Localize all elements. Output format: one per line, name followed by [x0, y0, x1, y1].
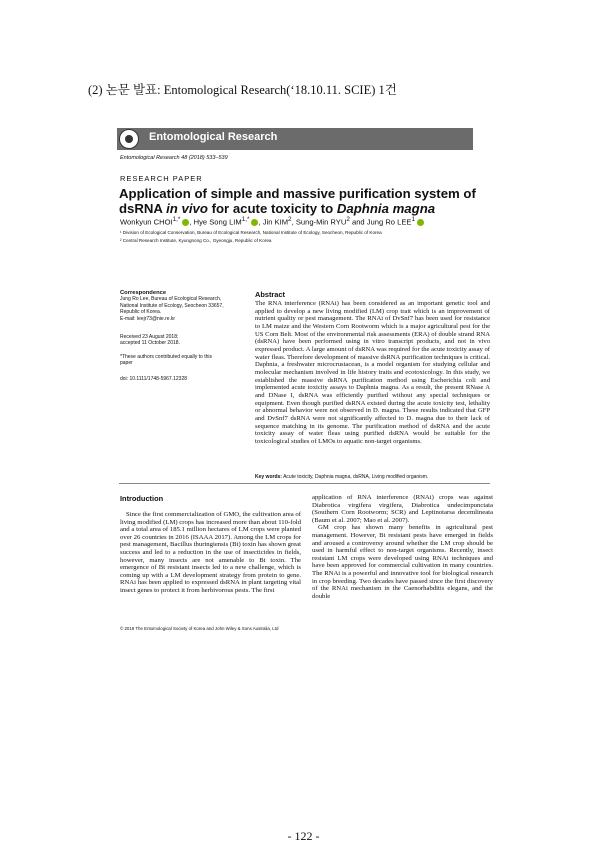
correspondence-email[interactable]: E-mail: leejr73@nie.re.kr	[120, 315, 176, 322]
paragraph: application of RNA interference (RNAi) crops was against Diabrotica virgifera virgifera, Diabrotica undecimpunctata (Southern Corn Rootworm; SCR) and Leptinotarsa decemlineata (Baum et al. 2007; Mao et al. 2007).	[312, 494, 493, 524]
correspondence-block	[120, 290, 250, 322]
abstract-text: The RNA interference (RNAi) has been considered as an important genetic tool and applied to develop a new living modified (LM) crop trait which is an improvement of nutrient quality or pest management. The RNAi of DvSnf7 has been used for resistance to LM maize and the Western Corn Rootworm which is a major agricultural pest for the US Corn Belt. Most of the environmental risk assessments (ERA) of double strand RNA (dsRNA) have been performed using in vitro transcript products, and not in vivo expressed product. A large amount of dsRNA was required for the acute toxicity assay of water fleas. Therefore development of massive dsRNA purification techniques is critical. Daphnia, a freshwater microcrustacean, is a model organism for studying cellular and molecular mechanism involved in life history traits and ecotoxicology. In this study, we established the massive dsRNA purification method using Escherichia coli and implemented acute toxicity assays to Daphnia magna. As a result, the present RNase A and DNase I, dsRNA was efficiently purified without any special techniques or equipment. Even though purified dsRNA existed during the acute toxicity test, lethality or abnormal behavior were not observed in D. magna. These results indicated that GFP and DvSnf7 dsRNA were not significantly affected to D. magna due to their lack of sequence matching in its genome. The purification method of dsRNA and the acute toxicity assay of water fleas using purified dsRNA would be suitable for the toxicological studies of LMOs to aquatic non-target organisms.	[255, 300, 490, 445]
correspondence-line: National Institute of Ecology, Seocheon 33657,	[120, 302, 224, 309]
correspondence-line: Republic of Korea.	[120, 309, 162, 316]
divider	[119, 483, 490, 484]
orcid-icon[interactable]	[251, 219, 258, 226]
journal-name: Entomological Research	[149, 131, 278, 143]
equal-contribution-note: *These authors contributed equally to this paper	[120, 354, 212, 367]
dates-block	[120, 334, 250, 347]
intro-column-right	[312, 494, 493, 600]
journal-logo-icon	[119, 129, 139, 149]
orcid-icon[interactable]	[182, 219, 189, 226]
paragraph: GM crop has shown many benefits in agricultural pest management. However, Bt resistant pests have emerged in fields and aroused a controversy around whether the LM crop should be used in harmful effect to non-target organisms. Recently, insect resistant LM crops were developed using RNAi techniques and have been approved for commercial cultivation in many countries. The RNAi is a powerful and innovative tool for biological research in crop breeding. Two decades have passed since the first discovery of the RNAi mechanism in the Caenorhabditis elegans, and the double	[312, 524, 493, 600]
introduction-label: Introduction	[120, 494, 164, 503]
keywords: Key words: Acute toxicity, Daphnia magna, dsRNA, Living modified organism.	[255, 474, 429, 480]
journal-citation: Entomological Research 48 (2018) 533–539	[120, 155, 228, 161]
author-list: Wonkyun $CHOI^{1,*}$ , Hye Song $LIM^{1,*}$ , Jin KIM$^2$, Sung-Min RYU$^2$ and Jung Ro LEE$^1$	[120, 216, 424, 227]
author-name: Sung-Min RYU	[295, 217, 347, 227]
orcid-icon[interactable]	[417, 219, 424, 226]
correspondence-line: Jung Ro Lee, Bureau of Ecological Research,	[120, 296, 222, 303]
copyright: © 2018 The Entomological Society of Korea and John Wiley & Sons Australia, Ltd	[120, 626, 279, 631]
doi[interactable]: doi: 10.1111/1748-5967.12328	[120, 376, 188, 382]
author-name: Wonkyun CHOI	[120, 217, 173, 227]
report-heading: (2) 논문 발표: Entomological Research(‘18.10.11. SCIE) 1건	[88, 83, 397, 97]
affiliation: ¹ Division of Ecological Conservation, Bureau of Ecological Research, National Institute of Ecology, Seocheon, Republic of Korea	[120, 230, 382, 235]
page-number: - 122 -	[287, 829, 320, 843]
author-name: Jin KIM	[262, 217, 289, 227]
intro-column-left	[120, 511, 301, 595]
affiliation: ² Central Research Institute, Kyungnong Co., Gyeongju, Republic of Korea	[120, 238, 272, 243]
received-date: Received 23 August 2018;	[120, 334, 179, 340]
accepted-date: accepted 11 October 2018.	[120, 340, 180, 347]
journal-banner	[117, 128, 473, 150]
correspondence-label: Correspondence	[120, 290, 167, 296]
paragraph: Since the first commercialization of GMO, the cultivation area of living modified (LM) crops has increased more than about 110-fold and a total area of 185.1 million hectares of LM crops were planted over 26 countries in 2016 (ISAAA 2017). Among the LM crops for pest management, Bacillus thuringiensis (Bt) toxin has shown great success and led to a reduction in the use of insecticides in fields, however, many insects are not amenable to Bt toxin. The emergence of Bt resistant insects led to a new challenge, which is coming up with a LM development strategy from protein to gene. RNAi has been applied to expressed dsRNA in plant targeting vital insect genes to protect it from herbivorous pests. The first	[120, 511, 301, 594]
abstract-label: Abstract	[255, 290, 285, 299]
section-label: RESEARCH PAPER	[120, 174, 203, 183]
author-name: Jung Ro LEE	[366, 217, 412, 227]
author-name: Hye Song LIM	[193, 217, 242, 227]
paper-title: Application of simple and massive purification system of dsRNA in vivo for acute toxicity to Daphnia magna	[119, 186, 476, 216]
